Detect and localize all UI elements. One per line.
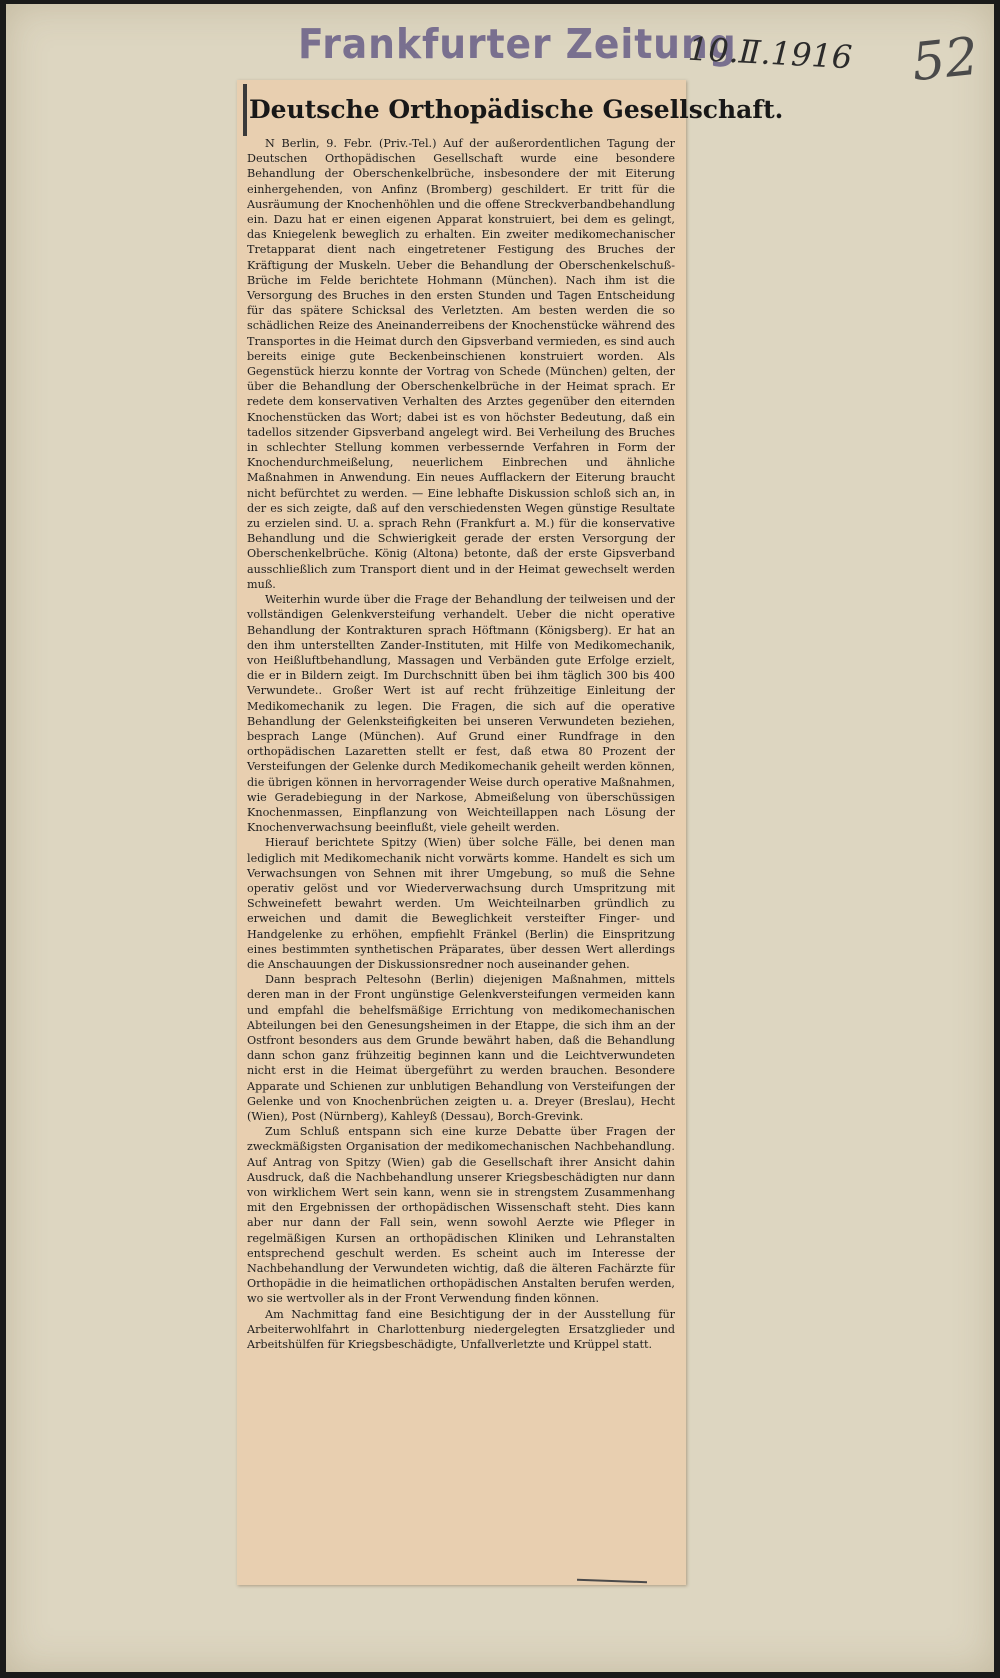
newspaper-stamp: Frankfurter Zeitung	[298, 20, 737, 68]
article-paragraph-4: Dann besprach Peltesohn (Berlin) diejenigen Maßnahmen, mittels deren man in der Front ungünstige Gelenkversteifungen vermeiden kann und empfahl die behelfsmäßige Errichtung von medikomechanischen Abteilungen bei den Genesungsheimen in der Etappe, die sich ihm an der Ostfront besonders aus dem Grunde bewährt haben, daß die Behandlung dann schon ganz frühzeitig beginnen kann und die Leichtverwundeten nicht erst in die Heimat übergeführt zu werden brauchen. Besondere Apparate und Schienen zur unblutigen Behandlung von Versteifungen der Gelenke und von Knochenbrüchen zeigten u. a. Dreyer (Breslau), Hecht (Wien), Post (Nürnberg), Kahleyß (Dessau), Borch-Grevink.	[247, 973, 675, 1123]
article-paragraph-6: Am Nachmittag fand eine Besichtigung der in der Ausstellung für Arbeiterwohlfahrt in Charlottenburg niedergelegten Ersatzglieder und Arbeitshülfen für Kriegsbeschädigte, Unfallverletzte und Krüppel statt.	[247, 1307, 675, 1352]
archive-sheet	[6, 4, 994, 1672]
article-paragraph-3: Hierauf berichtete Spitzy (Wien) über solche Fälle, bei denen man lediglich mit Medikomechanik nicht vorwärts komme. Handelt es sich um Verwachsungen von Sehnen mit ihrer Umgebung, so muß die Sehne operativ gelöst und vor Wiederverwachsung durch Umspritzung mit Schweinefett bewahrt werden. Um Weichteilnarben gründlich zu erweichen und damit die Beweglichkeit versteifter Finger- und Handgelenke zu erhöhen, empfiehlt Fränkel (Berlin) die Einspritzung eines bestimmten synthetischen Präparates, über dessen Wert allerdings die Anschauungen der Diskussionsredner noch auseinander gehen.	[247, 836, 675, 971]
handwritten-date: 10.Ⅱ.1916	[687, 29, 854, 77]
article-paragraph-5: Zum Schluß entspann sich eine kurze Debatte über Fragen der zweckmäßigsten Organisation der medikomechanischen Nachbehandlung. Auf Antrag von Spitzy (Wien) gab die Gesellschaft ihrer Ansicht dahin Ausdruck, daß die Nachbehandlung unserer Kriegsbeschädigten nur dann von wirklichem Wert sein kann, wenn sie in strengstem Zusammenhang mit den Ergebnissen der orthopädischen Wissenschaft steht. Dies kann aber nur dann der Fall sein, wenn sowohl Aerzte wie Pfleger in regelmäßigen Kursen an orthopädischen Kliniken und Lehranstalten entsprechend geschult werden. Es scheint auch im Interesse der Nachbehandlung der Verwundeten wichtig, daß die älteren Fachärzte für Orthopädie in die heimatlichen orthopädischen Anstalten berufen werden, wo sie wertvoller als in der Front Verwendung finden können.	[247, 1125, 675, 1306]
handwritten-page-number: 52	[909, 26, 982, 94]
article-paragraph-1: N Berlin, 9. Febr. (Priv.-Tel.) Auf der außerordentlichen Tagung der Deutschen Orthopädischen Gesellschaft wurde eine besondere Behandlung der Oberschenkelbrüche, insbesondere der mit Eiterung einhergehenden, von Anfinz (Bromberg) geschildert. Er tritt für die Ausräumung der Knochenhöhlen und die offene Streckverbandbehandlung ein. Dazu hat er einen eigenen Apparat konstruiert, bei dem es gelingt, das Kniegelenk beweglich zu erhalten. Ein zweiter medikomechanischer Tretapparat dient nach eingetretener Festigung des Bruches der Kräftigung der Muskeln. Ueber die Behandlung der Oberschenkelschuß-Brüche im Felde berichtete Hohmann (München). Nach ihm ist die Versorgung des Bruches in den ersten Stunden und Tagen Entscheidung für das spätere Schicksal des Verletzten. Am besten werden die so schädlichen Reize des Aneinanderreibens der Knochenstücke während des Transportes in die Heimat durch den Gipsverband vermieden, es sind auch bereits einige gute Beckenbeinschienen konstruiert worden. Als Gegenstück hierzu konnte der Vortrag von Schede (München) gelten, der über die Behandlung der Oberschenkelbrüche in der Heimat sprach. Er redete dem konservativen Verhalten des Arztes gegenüber den eiternden Knochenstücken das Wort; dabei ist es von höchster Bedeutung, daß ein tadellos sitzender Gipsverband angelegt wird. Bei Verheilung des Bruches in schlechter Stellung kommen verbessernde Verfahren in Form der Knochendurchmeißelung, neuerlichem Einbrechen und ähnliche Maßnahmen in Anwendung. Ein neues Aufflackern der Eiterung braucht nicht befürchtet zu werden. — Eine lebhafte Diskussion schloß sich an, in der es sich zeigte, daß auf den verschiedensten Wegen günstige Resultate zu erzielen sind. U. a. sprach Rehn (Frankfurt a. M.) für die konservative Behandlung und die Schwierigkeit gerade der ersten Versorgung der Oberschenkelbrüche. König (Altona) betonte, daß der erste Gipsverband ausschließlich zum Transport dient und in der Heimat gewechselt werden muß.	[247, 137, 675, 591]
newspaper-clipping	[237, 80, 784, 1585]
clipping-edge-mark	[243, 84, 247, 136]
clipping-end-rule	[577, 1579, 647, 1583]
article-headline: Deutsche Orthopädische Gesellschaft.	[249, 95, 784, 124]
article-body	[247, 136, 675, 1556]
article-paragraph-2: Weiterhin wurde über die Frage der Behandlung der teilweisen und der vollständigen Gelenkversteifung verhandelt. Ueber die nicht operative Behandlung der Kontrakturen sprach Höftmann (Königsberg). Er hat an den ihm unterstellten Zander-Instituten, mit Hilfe von Medikomechanik, von Heißluftbehandlung, Massagen und Verbänden gute Erfolge erzielt, die er in Bildern zeigt. Im Durchschnitt üben bei ihm täglich 300 bis 400 Verwundete.. Großer Wert ist auf recht frühzeitige Einleitung der Medikomechanik zu legen. Die Fragen, die sich auf die operative Behandlung der Gelenksteifigkeiten bei unseren Verwundeten beziehen, besprach Lange (München). Auf Grund einer Rundfrage in den orthopädischen Lazaretten stellt er fest, daß etwa 80 Prozent der Versteifungen der Gelenke durch Medikomechanik geheilt werden können, die übrigen können in hervorragender Weise durch operative Maßnahmen, wie Geradebiegung in der Narkose, Abmeißelung von überschüssigen Knochenmassen, Einpflanzung von Weichteillappen nach Lösung der Knochenverwachsung beeinflußt, viele geheilt werden.	[247, 593, 675, 835]
